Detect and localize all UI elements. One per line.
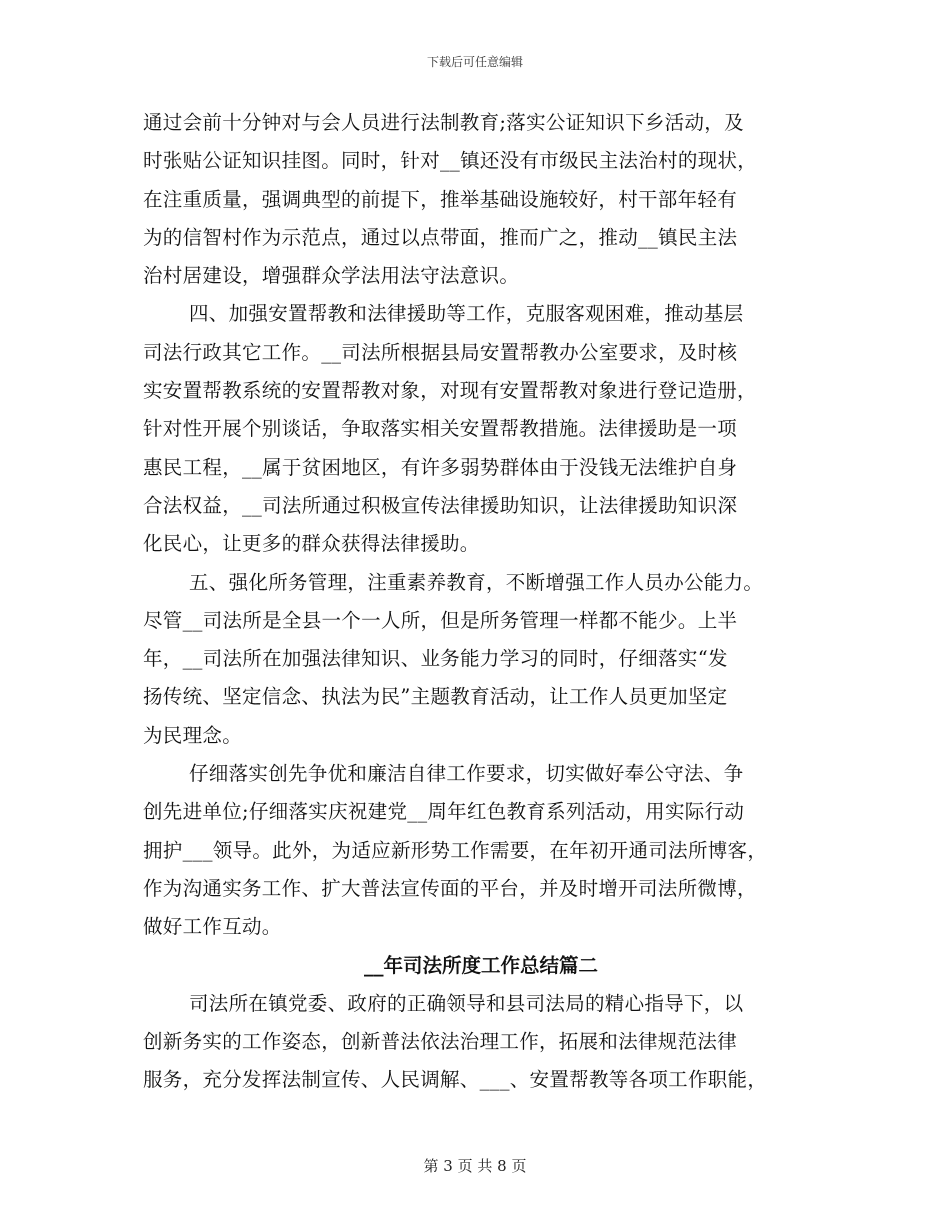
text-line: 作为沟通实务工作、扩大普法宣传面的平台，并及时增开司法所微博， bbox=[143, 876, 757, 900]
page-footer: 第 3 页 共 8 页 bbox=[423, 1157, 527, 1175]
paragraph-start-line: 司法所在镇党委、政府的正确领导和县司法局的精心指导下，以 bbox=[189, 991, 744, 1015]
text-line: 化民心，让更多的群众获得法律援助。 bbox=[143, 532, 480, 556]
text-line: 创先进单位;仔细落实庆祝建党__周年红色教育系列活动，用实际行动 bbox=[143, 800, 745, 824]
page-header: 下载后可任意编辑 bbox=[426, 55, 523, 69]
text-line: 治村居建设，增强群众学法用法守法意识。 bbox=[143, 264, 520, 288]
text-line: 为民理念。 bbox=[143, 723, 243, 747]
text-line: 年，__司法所在加强法律知识、业务能力学习的同时，仔细落实“发 bbox=[143, 647, 728, 671]
text-line: 做好工作互动。 bbox=[143, 915, 282, 939]
text-line: 司法行政其它工作。__司法所根据县局安置帮教办公室要求，及时核 bbox=[143, 340, 738, 364]
text-line: 为的信智村作为示范点，通过以点带面，推而广之，推动__镇民主法 bbox=[143, 225, 738, 249]
text-line: 通过会前十分钟对与会人员进行法制教育;落实公证知识下乡活动，及 bbox=[143, 111, 744, 134]
text-line: 尽管__司法所是全县一个一人所，但是所务管理一样都不能少。上半 bbox=[143, 608, 738, 632]
text-line: 创新务实的工作姿态，创新普法依法治理工作，拓展和法律规范法律 bbox=[143, 1030, 738, 1054]
text-line: 针对性开展个别谈话，争取落实相关安置帮教措施。法律援助是一项 bbox=[143, 417, 738, 441]
text-line: 合法权益，__司法所通过积极宣传法律援助知识，让法律援助知识深 bbox=[143, 493, 738, 517]
text-line: 在注重质量，强调典型的前提下，推举基础设施较好，村干部年轻有 bbox=[143, 187, 738, 211]
document-body bbox=[143, 104, 811, 1100]
text-line: 服务，充分发挥法制宣传、人民调解、___、安置帮教等各项工作职能， bbox=[143, 1068, 768, 1092]
paragraph-start-line: 四、加强安置帮教和法律援助等工作，克服客观困难，推动基层 bbox=[189, 302, 744, 326]
paragraph-start-line: 仔细落实创先争优和廉洁自律工作要求，切实做好奉公守法、争 bbox=[189, 762, 744, 786]
text-line: 时张贴公证知识挂图。同时，针对__镇还没有市级民主法治村的现状， bbox=[143, 149, 758, 173]
text-line: 惠民工程，__属于贫困地区，有许多弱势群体由于没钱无法维护自身 bbox=[143, 455, 738, 479]
text-line: 实安置帮教系统的安置帮教对象，对现有安置帮教对象进行登记造册， bbox=[143, 379, 757, 403]
text-line: 扬传统、坚定信念、执法为民”主题教育活动，让工作人员更加坚定 bbox=[143, 685, 728, 709]
text-line: 拥护___领导。此外，为适应新形势工作需要，在年初开通司法所博客， bbox=[143, 838, 768, 862]
paragraph-start-line: 五、强化所务管理，注重素养教育，不断增强工作人员办公能力。 bbox=[189, 570, 764, 594]
section-heading: __年司法所度工作总结篇二 bbox=[363, 953, 598, 977]
